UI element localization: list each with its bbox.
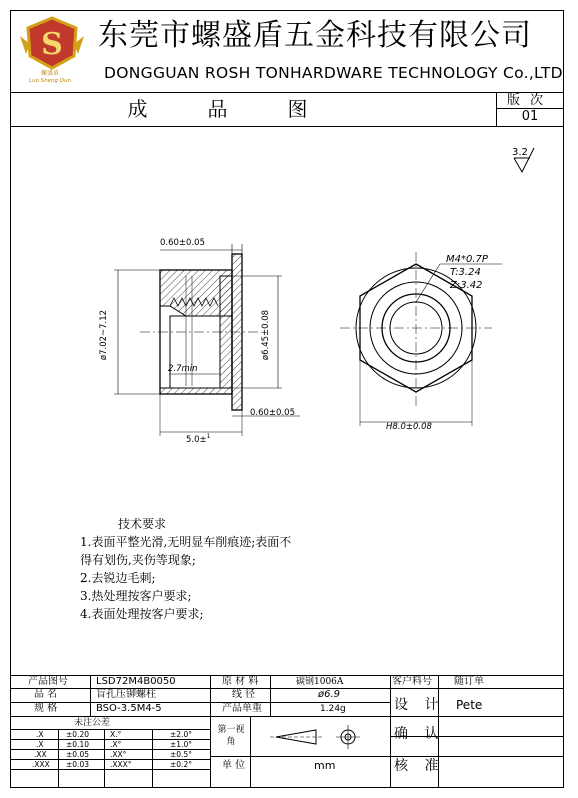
tol-a: .XXX [32, 760, 50, 769]
unit-label: 单 位 [222, 760, 246, 771]
tol-b: ±0.05 [66, 750, 89, 759]
name-label: 品 名 [34, 689, 58, 700]
material-label: 原 材 料 [222, 676, 259, 687]
logo-pinyin: Luo Sheng Dun [29, 78, 71, 84]
tech-line: 4.表面处理按客户要求; [80, 607, 204, 621]
dim-length: 5.0±$^1$ [186, 433, 211, 445]
tol-a: .X [36, 740, 44, 749]
first-angle-projection-icon [262, 722, 372, 752]
designer: Pete [456, 698, 483, 712]
design-label: 设 计 [394, 697, 445, 713]
tech-requirements-title: 技术要求 [118, 517, 167, 531]
weight: 1.24g [320, 704, 346, 714]
tol-c: .XXX° [110, 760, 132, 769]
tol-c: .X° [110, 740, 122, 749]
wire-label: 线 径 [232, 689, 256, 700]
dim-bore: ø6.45±0.08 [261, 309, 271, 361]
dim-depth: 2.7min [168, 364, 198, 374]
tol-c: .XX° [110, 750, 127, 759]
tech-line: 2.去锐边毛刺; [80, 571, 156, 585]
thread-t: T:3.24 [450, 267, 481, 278]
material: 碳钢1006A [296, 677, 344, 687]
tech-line: 1.表面平整光滑,无明显车削痕迹;表面不 [80, 535, 292, 549]
part-no-label: 产品图号 [28, 676, 68, 687]
part-no: LSD72M4B0050 [96, 676, 176, 687]
tech-line: 3.热处理按客户要求; [80, 589, 192, 603]
company-logo [14, 14, 90, 72]
customer-no-label: 客户料号 [392, 676, 432, 687]
company-name-cn: 东莞市螺盛盾五金科技有限公司 [98, 18, 532, 53]
thread-z: Z:3.42 [450, 280, 483, 291]
tol-d: ±0.2° [170, 760, 192, 769]
roughness-value: 3.2 [512, 147, 528, 158]
customer-no: 随订单 [454, 676, 484, 687]
tol-d: ±0.5° [170, 750, 192, 759]
unit: mm [314, 759, 336, 772]
dim-flange-bottom: 0.60±0.05 [250, 408, 295, 418]
approve-label: 核 准 [394, 758, 445, 774]
thread-spec: M4*0.7P [446, 254, 488, 265]
front-hex-view [340, 252, 502, 426]
tol-a: .XX [34, 750, 47, 759]
view-label: 第一视角 [217, 725, 245, 747]
tol-b: ±0.20 [66, 730, 89, 739]
spec: BSO-3.5M4-5 [96, 703, 162, 714]
confirm-label: 确 认 [394, 726, 445, 742]
tol-b: ±0.03 [66, 760, 89, 769]
logo-letter: S [41, 27, 63, 62]
tol-b: ±0.10 [66, 740, 89, 749]
tol-a: .X [36, 730, 44, 739]
tol-d: ±1.0° [170, 740, 192, 749]
technical-drawing [10, 126, 564, 456]
tol-d: ±2.0° [170, 730, 192, 739]
wire: ø6.9 [318, 689, 341, 700]
dim-flange-top: 0.60±0.05 [160, 238, 205, 248]
company-name-en: DONGGUAN ROSH TONHARDWARE TECHNOLOGY Co.,LTD [104, 64, 563, 82]
dim-diameter-left: ø7.02~7.12 [99, 309, 109, 361]
part-name: 盲孔压铆螺柱 [96, 689, 156, 700]
page-title: 成品图 [127, 97, 368, 121]
tol-c: X.° [110, 730, 122, 739]
tolerance-label: 未注公差 [74, 718, 111, 728]
dim-hex: H8.0±0.08 [386, 422, 432, 432]
spec-label: 规 格 [34, 703, 58, 714]
tech-line: 得有划伤,夹伤等现象; [80, 553, 196, 567]
version-value: 01 [521, 109, 539, 124]
weight-label: 产品单重 [222, 703, 262, 714]
logo-text: 螺盛盾 [40, 70, 59, 77]
version-label: 版次 [506, 93, 553, 108]
